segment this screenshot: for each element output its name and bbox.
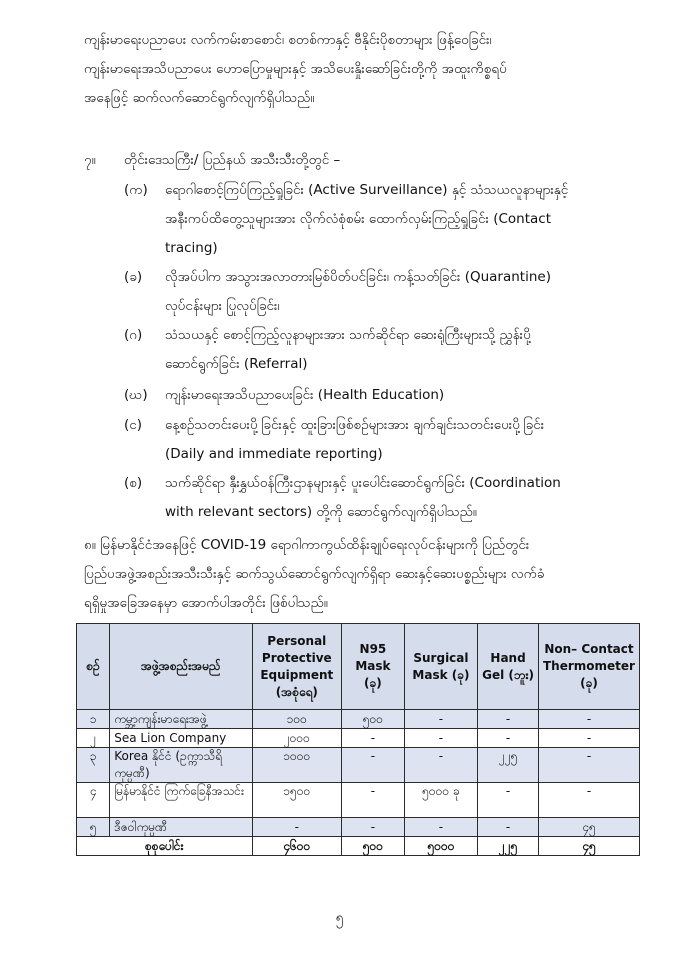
table-total-row (77, 837, 640, 856)
table-cell: ၄၅ (538, 818, 639, 837)
text-line: ကျန်းမာရေးအသိပညာပေး ဟောပြောမှုများနှင့် အသိပေးနှိုးဆော်ခြင်းတို့ကို အထူးကိစ္စရပ် (84, 61, 507, 77)
table-cell: - (538, 710, 639, 729)
total-cell: ၅၀၀ (342, 837, 405, 856)
table-header-row (77, 624, 640, 710)
table-cell: ၂ (77, 729, 110, 748)
table-cell: - (538, 783, 639, 818)
item-marker: (စ) (124, 475, 143, 491)
table-cell: ၅၀၀ (342, 710, 405, 729)
text-line: ပြည်ပအဖွဲ့အစည်းအသီးသီးနှင့် ဆက်သွယ်ဆောင်ရွက်လျက်ရှိရာ ဆေးနှင့်ဆေးပစ္စည်းများ လက်ခံ (84, 566, 545, 582)
item-marker: (ခ) (124, 269, 143, 285)
table-cell: ၁ (77, 710, 110, 729)
table-cell: - (342, 818, 405, 837)
section-heading-text: တိုင်းဒေသကြီး/ ပြည်နယ် အသီးသီးတို့တွင် – (124, 152, 341, 168)
table-cell: - (404, 818, 477, 837)
text-line: အနီးကပ်ထိတွေ့သူများအား လိုက်လံစုံစမ်း ထောက်လှမ်းကြည့်ရှုခြင်း (Contact (165, 211, 552, 227)
text-line: သံသယနှင့် စောင့်ကြည့်လူနာများအား သက်ဆိုင်ရာ ဆေးရုံကြီးများသို့ ညွှန်းပို့ (165, 327, 531, 343)
table-cell: - (252, 818, 341, 837)
table-row (77, 818, 640, 837)
text-line: ရောဂါစောင့်ကြပ်ကြည့်ရှုခြင်း (Active Surveillance) နှင့် သံသယလူနာများနှင့် (165, 182, 569, 198)
table-cell: - (404, 710, 477, 729)
total-cell: ၄၆၀၀ (252, 837, 341, 856)
table-cell: ၃ (77, 748, 110, 783)
table-cell: - (342, 748, 405, 783)
text-line: နေ့စဉ်သတင်းပေးပို့ခြင်းနှင့် ထူးခြားဖြစ်စဉ်များအား ချက်ချင်းသတင်းပေးပို့ခြင်း (165, 417, 545, 433)
table-cell: - (404, 748, 477, 783)
text-line: ကျန်းမာရေးပညာပေး လက်ကမ်းစာစောင်၊ စတစ်ကာနှင့် ဗီနိုင်းပိုစတာများ ဖြန့်ဝေခြင်း၊ (84, 32, 492, 48)
table-cell: ၂၂၅ (478, 748, 539, 783)
table-cell: ၄ (77, 783, 110, 818)
table-row (77, 729, 640, 748)
table-cell: ၂၀၀၀ (252, 729, 341, 748)
header-cell: Personal Protective Equipment (အစုံရေ) (252, 624, 341, 710)
header-cell: Hand Gel (ဘူး) (478, 624, 539, 710)
section-7-heading (84, 146, 639, 175)
table-cell: မြန်မာနိုင်ငံ ကြက်ခြေနီအသင်း (110, 783, 252, 818)
donations-table (76, 623, 640, 856)
text-line: ဆောင်ရွက်ခြင်း (Referral) (165, 356, 308, 372)
item-marker: (ဂ) (124, 327, 143, 343)
table-cell: - (478, 818, 539, 837)
header-cell: N95 Mask (ခု) (342, 624, 405, 710)
header-cell: Non– Contact Thermometer (ခု) (538, 624, 639, 710)
header-cell: အဖွဲ့အစည်းအမည် (110, 624, 252, 710)
table-cell: - (538, 729, 639, 748)
text-line: အနေဖြင့် ဆက်လက်ဆောင်ရွက်လျက်ရှိပါသည်။ (84, 90, 315, 106)
text-line: (Daily and immediate reporting) (165, 446, 383, 462)
table-cell: ဒီဇဝါကုမ္ပဏီ (110, 818, 252, 837)
total-label: စုစုပေါင်း (77, 837, 253, 856)
table-cell: - (404, 729, 477, 748)
table-cell: ၁၀၀၀ (252, 748, 341, 783)
table-cell: Sea Lion Company (110, 729, 252, 748)
intro-paragraph (84, 26, 639, 113)
text-line: ကျန်းမာရေးအသိပညာပေးခြင်း (Health Education) (165, 387, 445, 403)
text-line: tracing) (165, 240, 218, 256)
header-cell: Surgical Mask (ခု) (404, 624, 477, 710)
text-line: သက်ဆိုင်ရာ နှီးနွှယ်ဝန်ကြီးဌာနများနှင့် ပူးပေါင်းဆောင်ရွက်ခြင်း (Coordination (165, 475, 561, 491)
text-line: လိုအပ်ပါက အသွားအလာတားမြစ်ပိတ်ပင်ခြင်း၊ ကန့်သတ်ခြင်း (Quarantine) (165, 269, 551, 285)
header-cell: စဉ် (77, 624, 110, 710)
text-line: ၈။ မြန်မာနိုင်ငံအနေဖြင့် COVID-19 ရောဂါကာကွယ်ထိန်းချုပ်ရေးလုပ်ငန်းများကို ပြည်တွင်း (84, 537, 530, 553)
table-cell: ကမ္ဘာ့ကျန်းမာရေးအဖွဲ့ (110, 710, 252, 729)
table-cell: - (478, 783, 539, 818)
table-row (77, 783, 640, 818)
table-row (77, 710, 640, 729)
table-cell: Korea နိုင်ငံ (ဥက္ကာသီရိကုမ္ပဏီ) (110, 748, 252, 783)
item-marker: (င) (124, 417, 143, 433)
table-cell: ၁၅၀၀ (252, 783, 341, 818)
section-number: ၇။ (84, 152, 96, 168)
table-cell: - (478, 729, 539, 748)
table-cell: ၅ (77, 818, 110, 837)
total-cell: ၅၀၀၀ (404, 837, 477, 856)
table-cell: - (342, 729, 405, 748)
table-cell: - (538, 748, 639, 783)
text-line: ရရှိမှုအခြေအနေမှာ အောက်ပါအတိုင်း ဖြစ်ပါသည်။ (84, 595, 328, 611)
table-cell: - (342, 783, 405, 818)
total-cell: ၂၂၅ (478, 837, 539, 856)
item-marker: (က) (124, 182, 148, 198)
total-cell: ၄၅ (538, 837, 639, 856)
text-line: with relevant sectors) တို့ကို ဆောင်ရွက်လျက်ရှိပါသည်။ (165, 504, 477, 520)
table-cell: - (478, 710, 539, 729)
page-number: ၅ (335, 910, 344, 926)
section-8-paragraph (84, 531, 639, 618)
table-row (77, 748, 640, 783)
item-marker: (ဃ) (124, 387, 148, 403)
table-cell: ၁၀၀ (252, 710, 341, 729)
table-cell: ၅၀၀၀ ခု (404, 783, 477, 818)
text-line: လုပ်ငန်းများ ပြုလုပ်ခြင်း၊ (165, 298, 280, 314)
